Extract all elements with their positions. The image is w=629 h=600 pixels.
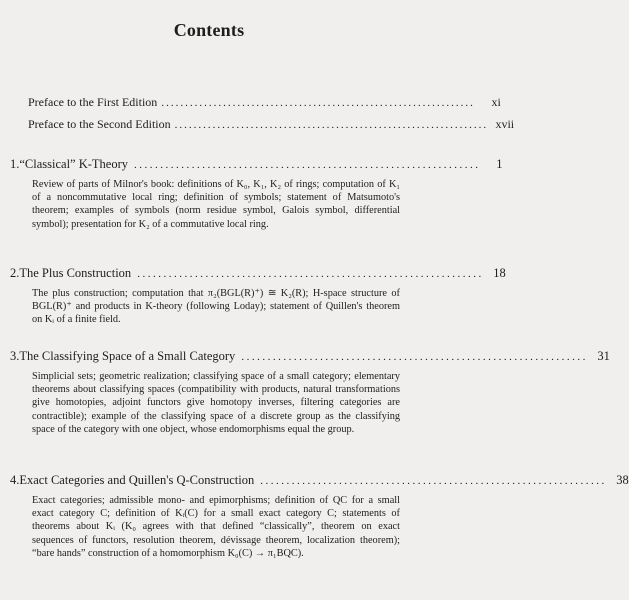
chapter-heading[interactable] xyxy=(10,157,503,172)
chapter-title: The Classifying Space of a Small Category xyxy=(19,349,236,363)
chapter-title: “Classical” K-Theory xyxy=(19,157,129,171)
preface-list xyxy=(28,95,515,139)
chapter-summary: Simplicial sets; geometric realization; classifying space of a small category; elementary theorems about classifying spaces (compatibility with products, natural transformations give homotopies, adjoint functors give homotopy inverses, filtering categories are contractible); example of the classifying space of a discrete group as the classifying space of the category with one object, whose endomorphisms equal the group. xyxy=(32,371,400,435)
chapter-heading[interactable] xyxy=(10,266,506,281)
toc-chapter-3 xyxy=(10,349,610,436)
chapter-number: 2. xyxy=(10,266,20,280)
chapter-number: 1. xyxy=(10,157,20,171)
toc-chapter-4 xyxy=(10,473,629,560)
chapter-number: 3. xyxy=(10,349,20,363)
toc-page-number: 31 xyxy=(597,349,610,363)
toc-page-number: 38 xyxy=(616,473,629,487)
dot-leader: .................................................................. xyxy=(241,351,588,363)
toc-entry-preface-second[interactable] xyxy=(28,117,515,139)
chapter-summary: Exact categories; admissible mono- and epimorphisms; definition of QC for a small exact category C; definition of Kᵢ(C) for a small exact category C; statements of theorems about Kᵢ (K₀ agrees with that defined “classically”, theorem on exact sequences of functors, resolution theorem, dévissage theorem, localization theorem); “bare hands” construction of a homomorphism K₀(C) → π₁BQC). xyxy=(32,495,400,559)
dot-leader: .................................................................. xyxy=(161,97,475,109)
page-title: Contents xyxy=(173,20,245,40)
dot-leader: .................................................................. xyxy=(174,119,489,131)
chapter-summary: The plus construction; computation that π₂(BGL(R)⁺) ≅ K₂(R); H-space structure of BGL(R)⁺ and products in K-theory (following Loday); statement of Quillen's theorem on Kᵢ of a finite field. xyxy=(32,288,400,326)
toc-chapter-2 xyxy=(10,266,506,327)
chapter-summary: Review of parts of Milnor's book: definitions of K₀, K₁, K₂ of rings; computation of K₁ of a noncommutative local ring; definition of symbols; statement of Matsumoto's theorem; examples of symbols (norm residue symbol, Galois symbol, differential symbol); presentation for K₂ of a commutative local ring. xyxy=(32,179,400,230)
toc-page-number: xi xyxy=(491,95,501,109)
toc-chapter-1 xyxy=(10,157,503,231)
toc-page-number: 18 xyxy=(493,266,506,280)
dot-leader: .................................................................. xyxy=(260,475,607,487)
toc-entry-preface-first[interactable] xyxy=(28,95,501,117)
chapter-number: 4. xyxy=(10,473,20,487)
toc-page-number: 1 xyxy=(496,157,503,171)
dot-leader: .................................................................. xyxy=(134,159,481,171)
chapter-heading[interactable] xyxy=(10,349,610,364)
toc-entry-label: Preface to the First Edition xyxy=(28,95,158,109)
toc-page-number: xvii xyxy=(495,117,515,131)
chapter-title: The Plus Construction xyxy=(19,266,132,280)
chapter-heading[interactable] xyxy=(10,473,629,488)
toc-entry-label: Preface to the Second Edition xyxy=(28,117,171,131)
chapter-title: Exact Categories and Quillen's Q-Construction xyxy=(19,473,255,487)
dot-leader: .................................................................. xyxy=(137,268,484,280)
